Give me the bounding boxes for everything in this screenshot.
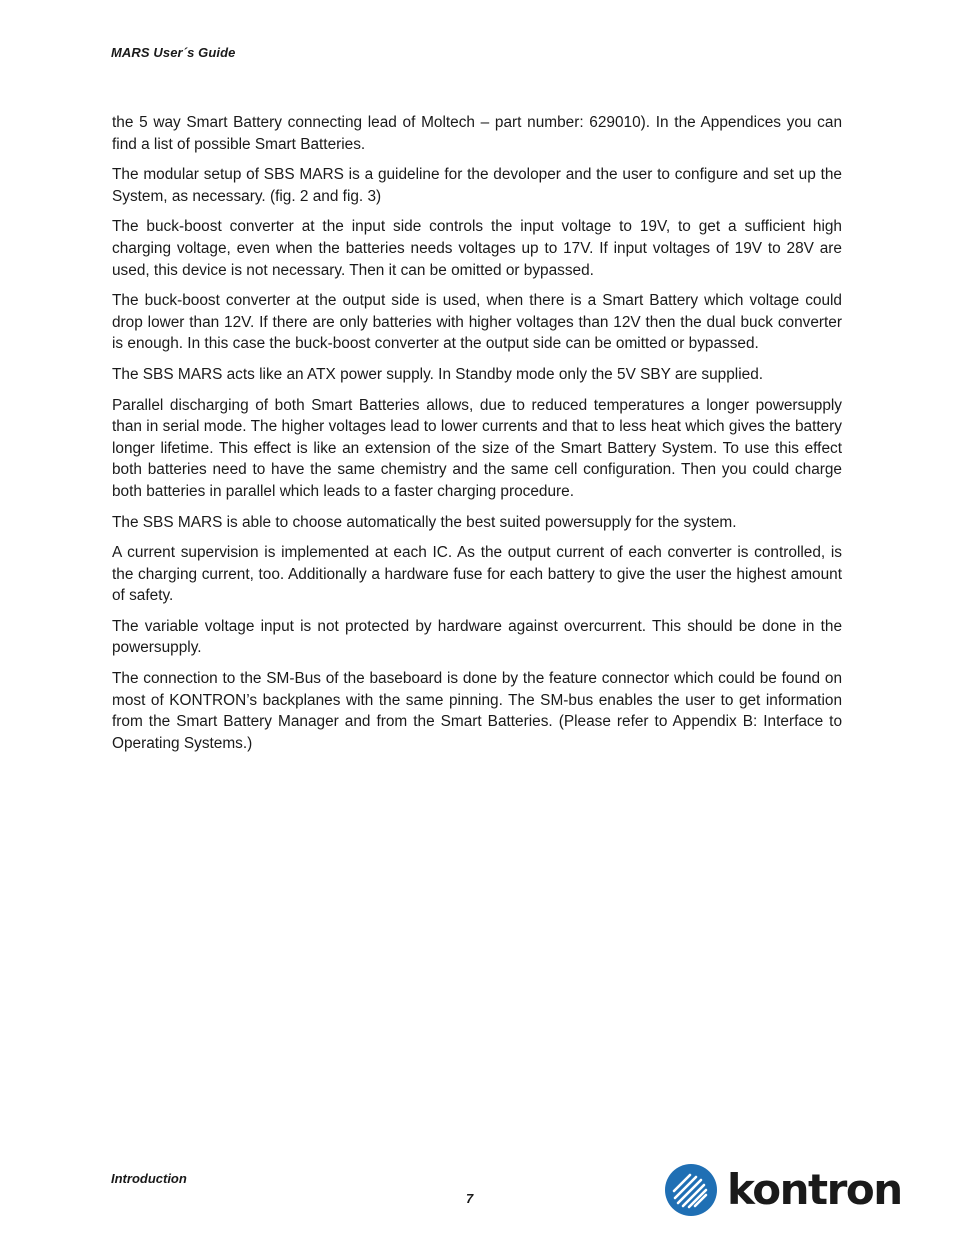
kontron-logo bbox=[664, 1162, 902, 1218]
paragraph: The variable voltage input is not protected by hardware against overcurrent. This should be done in the powersupply. bbox=[112, 617, 842, 657]
paragraph: The buck-boost converter at the input side controls the input voltage to 19V, to get a sufficient high charging voltage, even when the batteries needs voltages up to 17V. If input voltages of 19V to 28V are used, this device is not necessary. Then it can be omitted or bypassed. bbox=[112, 218, 842, 279]
paragraph: The buck-boost converter at the output side is used, when there is a Smart Battery which voltage could drop lower than 12V. If there are only batteries with higher voltages than 12V then the dual buck converter is enough. In this case the buck-boost converter at the output side can be omitted or bypassed. bbox=[112, 292, 842, 353]
kontron-wordmark: kontron bbox=[727, 1165, 902, 1214]
paragraph: The modular setup of SBS MARS is a guideline for the devoloper and the user to configure and set up the System, as necessary. (fig. 2 and fig. 3) bbox=[112, 166, 842, 205]
page-header-title: MARS User´s Guide bbox=[111, 45, 236, 60]
footer-section-title: Introduction bbox=[111, 1171, 187, 1186]
page-number: 7 bbox=[466, 1191, 474, 1206]
paragraph: The SBS MARS acts like an ATX power supply. In Standby mode only the 5V SBY are supplied. bbox=[112, 365, 764, 383]
kontron-logo-icon bbox=[664, 1163, 718, 1217]
paragraph: The SBS MARS is able to choose automatically the best suited powersupply for the system. bbox=[112, 513, 737, 531]
document-body bbox=[112, 112, 842, 763]
paragraph: A current supervision is implemented at each IC. As the output current of each converter is controlled, is the charging current, too. Additionally a hardware fuse for each battery to give the user the highest amount of safety. bbox=[112, 544, 842, 605]
paragraph: The connection to the SM-Bus of the baseboard is done by the feature connector which could be found on most of KONTRON’s backplanes with the same pinning. The SM-bus enables the user to get information from the Smart Battery Manager and from the Smart Batteries. (Please refer to Appendix B: Interface to Operating Systems.) bbox=[112, 670, 842, 752]
paragraph: the 5 way Smart Battery connecting lead of Moltech – part number: 629010). In the Appendices you can find a list of possible Smart Batteries. bbox=[112, 114, 842, 153]
paragraph: Parallel discharging of both Smart Batteries allows, due to reduced temperatures a longer powersupply than in serial mode. The higher voltages lead to lower currents and that to less heat which gives the battery longer lifetime. This effect is like an extension of the size of the Smart Battery System. To use this effect both batteries need to have the same chemistry and the same cell configuration. Then you could charge both batteries in parallel which leads to a faster charging procedure. bbox=[112, 396, 842, 500]
